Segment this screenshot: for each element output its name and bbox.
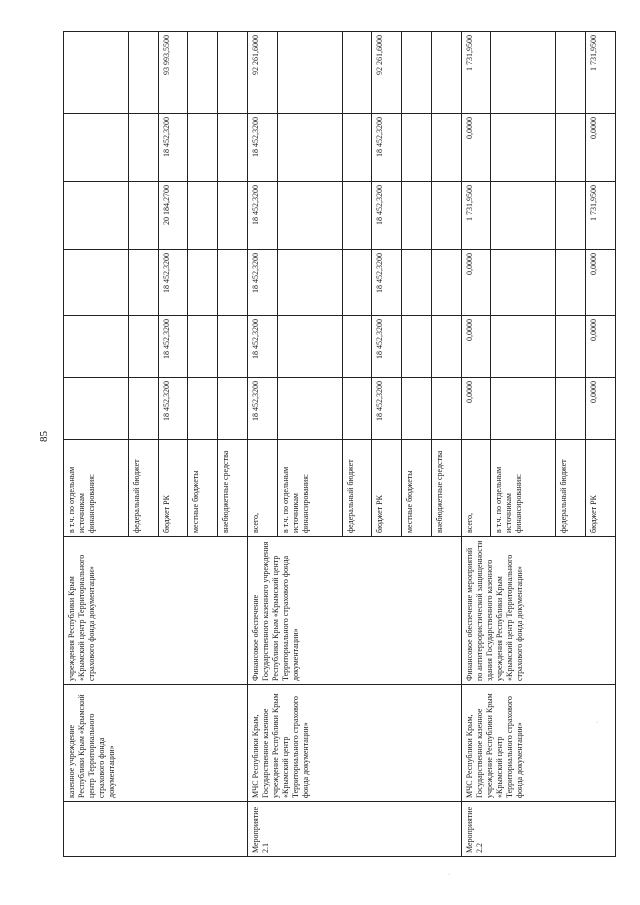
amount-cell [277,32,342,114]
amount-cell: 18 452,3200 [372,250,402,316]
amount-cell [431,316,461,378]
amount-cell [128,316,158,378]
amount-cell [402,114,432,182]
amount-cell: 0,0000 [586,378,616,440]
amount-cell [277,114,342,182]
amount-cell [277,378,342,440]
amount-cell [128,250,158,316]
amount-cell: 0,0000 [586,250,616,316]
amount-cell [64,32,129,114]
amount-cell [556,32,586,114]
amount-cell: 1 731,9500 [586,32,616,114]
amount-cell [277,182,342,250]
amount-cell [431,250,461,316]
amount-cell [402,32,432,114]
amount-cell [342,182,372,250]
table-row [461,32,491,857]
source-label-cell: внебюджетные средства [431,440,461,537]
amount-cell [431,182,461,250]
amount-cell [128,378,158,440]
amount-cell [431,114,461,182]
source-label-cell: бюджет РК [158,440,188,537]
source-label-cell: местные бюджеты [402,440,432,537]
amount-cell: 0,0000 [586,316,616,378]
amount-cell [64,316,129,378]
amount-cell [128,114,158,182]
scan-speck: · [596,720,598,726]
amount-cell: 18 452,3200 [158,250,188,316]
amount-cell [556,114,586,182]
amount-cell [491,378,556,440]
amount-cell [218,378,248,440]
amount-cell: 18 452,3200 [372,114,402,182]
amount-cell [431,32,461,114]
amount-cell [188,250,218,316]
amount-cell [218,32,248,114]
amount-cell [491,182,556,250]
amount-cell: 0,0000 [461,114,491,182]
amount-cell [491,32,556,114]
amount-cell [402,182,432,250]
amount-cell: 18 452,3200 [372,316,402,378]
amount-cell [64,182,129,250]
amount-cell [402,378,432,440]
source-label-cell: местные бюджеты [188,440,218,537]
source-label-cell: в т.ч. по отдельным источникам финансирования: [491,440,556,537]
source-label-cell: федеральный бюджет [342,440,372,537]
financing-table [63,31,616,857]
source-label-cell: внебюджетные средства [218,440,248,537]
amount-cell: 18 452,3200 [158,378,188,440]
amount-cell [342,32,372,114]
rotated-page [63,32,616,857]
table-row [247,32,277,857]
source-label-cell: бюджет РК [372,440,402,537]
amount-cell [342,114,372,182]
executor-cell: МЧС Республики Крым, Государственное казенное учреждение Республики Крым «Крымский центр Территориального страхового фонда документации» [461,685,615,802]
amount-cell [491,316,556,378]
executor-cell: казенное учреждение Республики Крым «Крымский центр Территориального страхового фонда документации» [64,685,248,802]
amount-cell: 1 731,9500 [461,32,491,114]
table-body [64,32,616,857]
amount-cell: 18 452,3200 [247,250,277,316]
amount-cell: 92 261,6000 [372,32,402,114]
measure-cell: Мероприятие 2.2 [461,802,615,857]
description-cell: Финансовое обеспечение мероприятий по антитеррористической защищенности здания Государственного казенного учреждения Республики Крым «Крымский центр Территориального страхового фонда документации» [461,537,615,685]
amount-cell [128,32,158,114]
amount-cell: 18 452,3200 [372,378,402,440]
amount-cell [342,250,372,316]
amount-cell [188,378,218,440]
amount-cell [188,32,218,114]
amount-cell [218,182,248,250]
amount-cell [431,378,461,440]
executor-cell: МЧС Республики Крым, Государственное казенное учреждение Республики Крым «Крымский центр Территориального страхового фонда документации» [247,685,461,802]
source-label-cell: бюджет РК [586,440,616,537]
amount-cell [218,250,248,316]
amount-cell: 0,0000 [461,316,491,378]
amount-cell: 92 261,6000 [247,32,277,114]
description-cell: учреждения Республики Крым «Крымский центр Территориального страхового фонда документации» [64,537,248,685]
amount-cell: 1 731,9500 [461,182,491,250]
amount-cell [188,114,218,182]
amount-cell [402,316,432,378]
amount-cell: 18 452,3200 [247,182,277,250]
amount-cell [556,250,586,316]
amount-cell [218,316,248,378]
amount-cell [556,378,586,440]
measure-cell: Мероприятие 2.1 [247,802,461,857]
table-row [64,32,129,857]
source-label-cell: в т.ч. по отдельным источникам финансирования: [64,440,129,537]
amount-cell: 18 452,3200 [247,378,277,440]
amount-cell: 18 452,3200 [372,182,402,250]
amount-cell: 93 993,5500 [158,32,188,114]
amount-cell: 18 452,3200 [247,114,277,182]
amount-cell: 1 731,9500 [586,182,616,250]
amount-cell: 0,0000 [461,250,491,316]
amount-cell [64,250,129,316]
amount-cell [64,114,129,182]
amount-cell [64,378,129,440]
scan-speck: · [448,872,450,878]
amount-cell: 0,0000 [461,378,491,440]
source-label-cell: федеральный бюджет [128,440,158,537]
amount-cell [491,250,556,316]
amount-cell [342,316,372,378]
amount-cell [556,182,586,250]
amount-cell [342,378,372,440]
measure-cell [64,802,248,857]
amount-cell: 18 452,3200 [247,316,277,378]
source-label-cell: в т.ч. по отдельным источникам финансирования: [277,440,342,537]
amount-cell: 0,0000 [586,114,616,182]
amount-cell [128,182,158,250]
amount-cell [188,316,218,378]
amount-cell [491,114,556,182]
source-label-cell: всего, [247,440,277,537]
description-cell: Финансовое обеспечение Государственного казенного учреждения Республики Крым «Крымский центр Территориального страхового фонда документации» [247,537,461,685]
amount-cell [556,316,586,378]
amount-cell: 20 184,2700 [158,182,188,250]
amount-cell [277,316,342,378]
source-label-cell: всего, [461,440,491,537]
amount-cell [277,250,342,316]
amount-cell [188,182,218,250]
amount-cell [402,250,432,316]
page-number: 85 [38,431,50,442]
source-label-cell: федеральный бюджет [556,440,586,537]
amount-cell: 18 452,3200 [158,316,188,378]
amount-cell [218,114,248,182]
amount-cell: 18 452,3200 [158,114,188,182]
